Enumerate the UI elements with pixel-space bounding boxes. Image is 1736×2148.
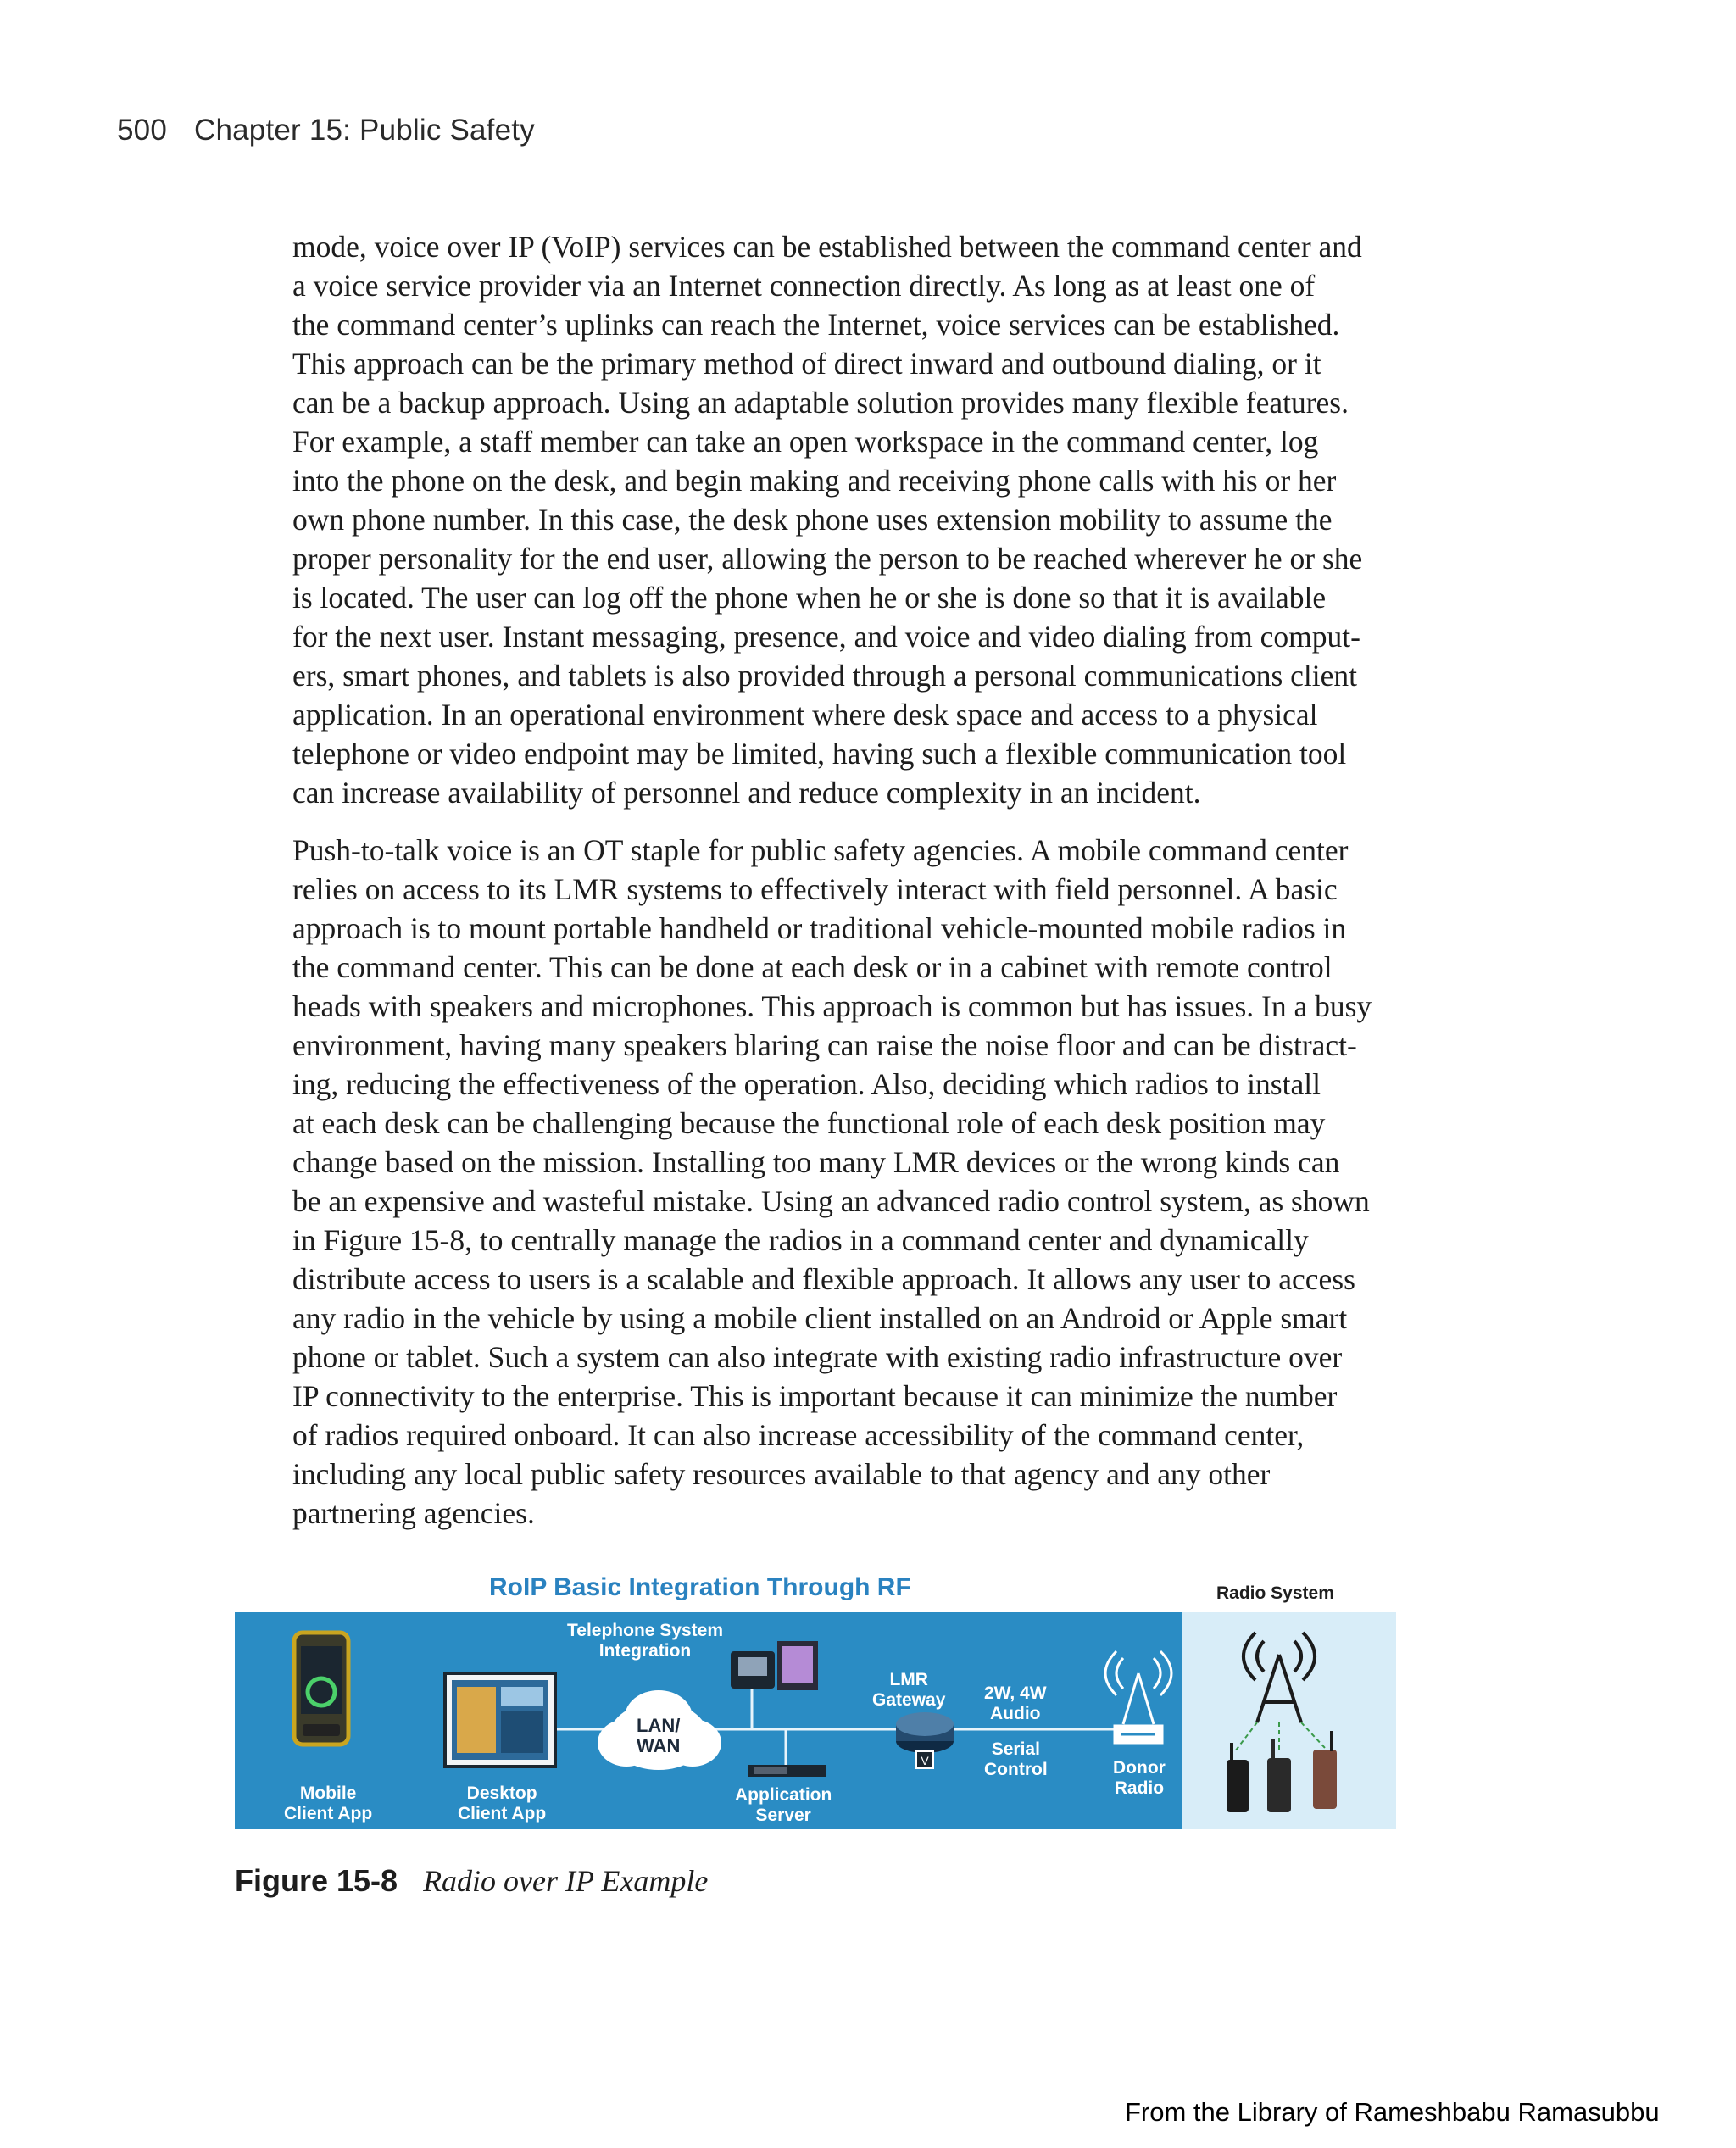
label-line: LMR — [889, 1670, 928, 1689]
text-line: telephone or video endpoint may be limited, having such a flexible communication tool — [292, 737, 1347, 771]
label-line: 2W, 4W — [984, 1683, 1047, 1703]
text-line: This approach can be the primary method of direct inward and outbound dialing, or it — [292, 347, 1321, 381]
text-line: mode, voice over IP (VoIP) services can be established between the command center and — [292, 230, 1362, 264]
text-line: ers, smart phones, and tablets is also provided through a personal communications client — [292, 659, 1358, 693]
text-line: distribute access to users is a scalable and flexible approach. It allows any user to access — [292, 1262, 1355, 1296]
lmr-gateway-label — [872, 1670, 945, 1711]
text-line: the command center’s uplinks can reach the Internet, voice services can be established. — [292, 308, 1340, 342]
application-server-icon — [748, 1765, 826, 1777]
library-footer: From the Library of Rameshbabu Ramasubbu — [1125, 2097, 1660, 2127]
label-line: Radio — [1114, 1778, 1165, 1798]
figure-caption — [235, 1863, 708, 1899]
application-server-label — [735, 1785, 832, 1826]
label-line: Client App — [458, 1804, 547, 1823]
text-line: can increase availability of personnel and reduce complexity in an incident. — [292, 776, 1201, 810]
radio-system-label: Radio System — [1216, 1583, 1334, 1603]
desktop-monitor-icon — [445, 1673, 555, 1767]
paragraph-2 — [292, 831, 1424, 1533]
label-line: Desktop — [466, 1784, 537, 1803]
body-text — [292, 227, 1424, 1551]
text-line: is located. The user can log off the phone when he or she is done so that it is available — [292, 581, 1327, 615]
text-line: a voice service provider via an Internet connection directly. As long as at least one of — [292, 269, 1316, 303]
text-line: for the next user. Instant messaging, presence, and voice and video dialing from comput- — [292, 620, 1360, 654]
text-line: phone or tablet. Such a system can also integrate with existing radio infrastructure over — [292, 1340, 1343, 1374]
text-line: proper personality for the end user, allowing the person to be reached wherever he or she — [292, 542, 1363, 576]
label-line: Client App — [284, 1804, 373, 1823]
text-line: environment, having many speakers blaring can raise the noise floor and can be distract- — [292, 1028, 1357, 1062]
text-line: IP connectivity to the enterprise. This is important because it can minimize the number — [292, 1379, 1338, 1413]
text-line: For example, a staff member can take an open workspace in the command center, log — [292, 425, 1319, 459]
label-line: Mobile — [299, 1784, 357, 1803]
chapter-title: Chapter 15: Public Safety — [194, 114, 535, 147]
serial-control-label — [984, 1739, 1048, 1780]
text-line: at each desk can be challenging because the functional role of each desk position may — [292, 1106, 1326, 1140]
label-line: Gateway — [872, 1690, 946, 1710]
text-line: the command center. This can be done at each desk or in a cabinet with remote control — [292, 950, 1333, 984]
donor-radio-label — [1113, 1758, 1166, 1799]
text-line: any radio in the vehicle by using a mobile client installed on an Android or Apple smart — [292, 1301, 1348, 1335]
mobile-client-label — [284, 1784, 372, 1824]
text-line: approach is to mount portable handheld or traditional vehicle-mounted mobile radios in — [292, 911, 1347, 945]
desktop-client-label — [458, 1784, 546, 1824]
label-line: Control — [984, 1760, 1048, 1779]
mobile-phone-icon — [294, 1633, 348, 1745]
caption-title: Radio over IP Example — [423, 1864, 709, 1898]
caption-label: Figure 15-8 — [235, 1863, 398, 1898]
audio-label — [984, 1683, 1047, 1724]
label-line: Audio — [990, 1704, 1041, 1723]
text-line: relies on access to its LMR systems to effectively interact with field personnel. A basic — [292, 872, 1338, 906]
text-line: in Figure 15-8, to centrally manage the radios in a command center and dynamically — [292, 1223, 1309, 1257]
text-line: change based on the mission. Installing too many LMR devices or the wrong kinds can — [292, 1145, 1340, 1179]
telephone-integration-label — [567, 1621, 723, 1661]
running-head — [117, 114, 535, 147]
svg-text:V: V — [921, 1754, 929, 1767]
label-line: Application — [735, 1785, 832, 1805]
figure-title: RoIP Basic Integration Through RF — [489, 1573, 911, 1601]
text-line: including any local public safety resources available to that agency and any other — [292, 1457, 1271, 1491]
label-line: Donor — [1113, 1758, 1166, 1778]
text-line: of radios required onboard. It can also increase accessibility of the command center, — [292, 1418, 1305, 1452]
text-line: own phone number. In this case, the desk phone uses extension mobility to assume the — [292, 503, 1333, 537]
text-line: application. In an operational environment where desk space and access to a physical — [292, 698, 1318, 732]
lan-wan-label — [637, 1716, 680, 1756]
roip-figure — [235, 1573, 1398, 1831]
text-line: partnering agencies. — [292, 1496, 535, 1530]
page-number: 500 — [117, 114, 167, 147]
text-line: ing, reducing the effectiveness of the operation. Also, deciding which radios to install — [292, 1067, 1321, 1101]
text-line: into the phone on the desk, and begin making and receiving phone calls with his or her — [292, 464, 1337, 498]
label-line: Integration — [598, 1641, 692, 1661]
paragraph-1 — [292, 227, 1424, 812]
text-line: be an expensive and wasteful mistake. Using an advanced radio control system, as shown — [292, 1184, 1370, 1218]
text-line: heads with speakers and microphones. This approach is common but has issues. In a busy — [292, 989, 1372, 1023]
label-line: LAN/ — [637, 1715, 681, 1736]
label-line: Telephone System — [567, 1621, 723, 1640]
label-line: WAN — [637, 1735, 681, 1756]
label-line: Serial — [991, 1739, 1040, 1759]
label-line: Server — [755, 1806, 811, 1825]
text-line: can be a backup approach. Using an adaptable solution provides many flexible features. — [292, 386, 1349, 420]
text-line: Push-to-talk voice is an OT staple for public safety agencies. A mobile command center — [292, 833, 1349, 867]
